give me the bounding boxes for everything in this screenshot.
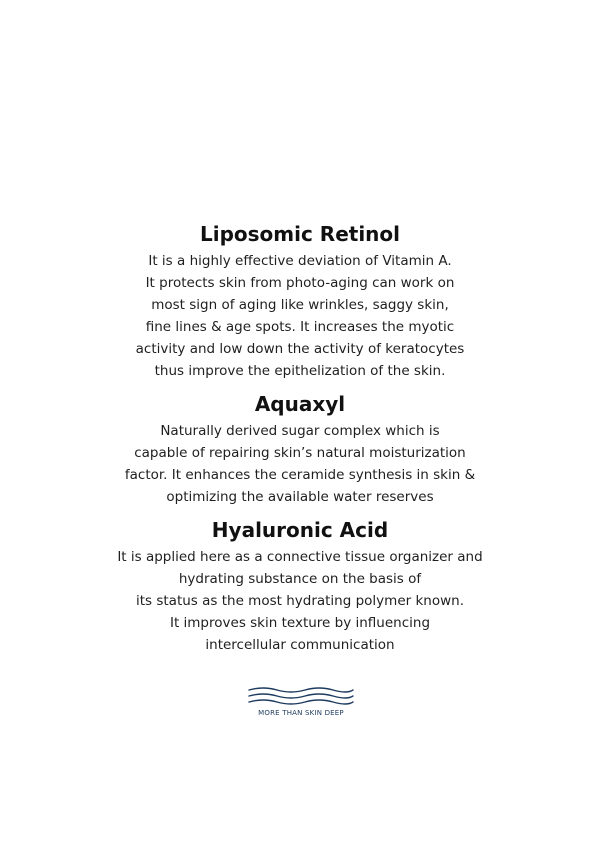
description-line: capable of repairing skin’s natural moisturization [134,445,466,461]
description-line: It protects skin from photo-aging can work on [145,275,455,291]
brand-logo [245,686,357,717]
description-line: most sign of aging like wrinkles, saggy skin, [151,297,449,313]
description-line: fine lines & age spots. It increases the myotic [145,319,455,335]
waves-icon [245,686,357,706]
section-description [0,420,600,508]
section-title: Hyaluronic Acid [211,518,389,542]
ingredient-section-hyaluronic-acid [0,514,600,656]
description-line: hydrating substance on the basis of [178,571,422,587]
section-description [0,546,600,656]
description-line: factor. It enhances the ceramide synthesis in skin & [124,467,476,483]
description-line: optimizing the available water reserves [166,489,434,505]
description-line: It is applied here as a connective tissue organizer and [117,549,483,565]
description-line: It is a highly effective deviation of Vitamin A. [148,253,452,269]
section-title: Liposomic Retinol [199,222,401,246]
description-line: It improves skin texture by influencing [169,615,431,631]
section-description [0,250,600,382]
description-line: intercellular communication [205,637,395,653]
description-line: thus improve the epithelization of the skin. [154,363,446,379]
brand-tagline: MORE THAN SKIN DEEP [258,709,344,717]
section-title: Aquaxyl [254,392,346,416]
description-line: Naturally derived sugar complex which is [160,423,440,439]
ingredient-section-aquaxyl [0,388,600,508]
ingredients-content [0,218,600,656]
ingredient-section-liposomic-retinol [0,218,600,382]
description-line: its status as the most hydrating polymer known. [135,593,464,609]
description-line: activity and low down the activity of keratocytes [135,341,465,357]
